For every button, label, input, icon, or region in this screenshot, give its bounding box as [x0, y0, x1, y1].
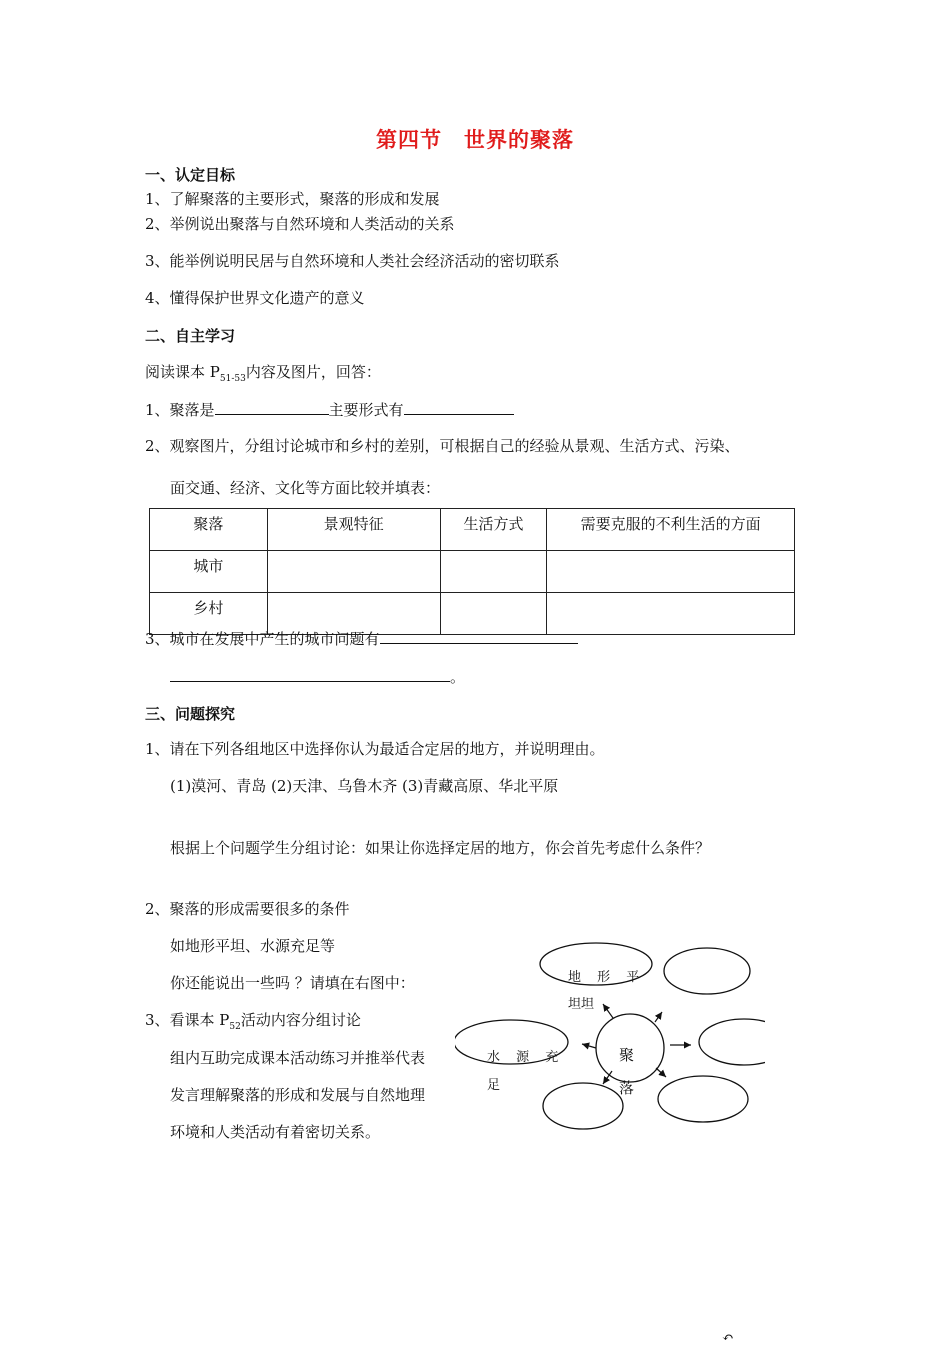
- settlement-center-label: 聚: [619, 1046, 641, 1064]
- table-header-cell: 生活方式: [440, 509, 547, 551]
- terrain-label: 地 形 平: [568, 970, 646, 985]
- answer-blank[interactable]: [404, 398, 514, 415]
- inquiry-question-3-text: 环境和人类活动有着密切关系。: [170, 1123, 381, 1141]
- corner-mark: ↶: [722, 1330, 734, 1346]
- empty-bubble-bottom-left[interactable]: [543, 1083, 623, 1129]
- arrow-to-top-right: [655, 1012, 662, 1022]
- inquiry-question-2: 2、聚落的形成需要很多的条件: [145, 900, 350, 918]
- question-2-line2: 面交通、经济、文化等方面比较并填表：: [170, 479, 441, 497]
- settlement-factor-diagram: [455, 938, 765, 1138]
- question-1: 1、聚落是 主要形式有: [145, 398, 514, 420]
- question-2-line1: 2、观察图片，分组讨论城市和乡村的差别，可根据自己的经验从景观、生活方式、污染、: [145, 437, 740, 455]
- water-label-continued: 足: [487, 1078, 507, 1093]
- question-3-continued: 。: [170, 665, 465, 687]
- table-cell: 乡村: [150, 593, 268, 635]
- answer-blank[interactable]: [215, 398, 329, 415]
- goal-item: 2、举例说出聚落与自然环境和人类活动的关系: [145, 215, 455, 233]
- inquiry-question-3-text: 发言理解聚落的形成和发展与自然地理: [170, 1086, 426, 1104]
- settlement-center-label: 落: [619, 1079, 641, 1097]
- inquiry-question-2-text: 你还能说出一些吗 ？请填在右图中：: [170, 974, 415, 992]
- table-cell[interactable]: [267, 551, 440, 593]
- comparison-table: [149, 508, 795, 635]
- arrow-to-bottom-right: [656, 1068, 666, 1077]
- table-header-cell: 景观特征: [267, 509, 440, 551]
- table-row: [150, 551, 795, 593]
- arrow-to-water: [582, 1044, 596, 1048]
- water-label: 水 源 充: [487, 1050, 565, 1065]
- answer-blank[interactable]: [380, 627, 578, 644]
- answer-blank[interactable]: [170, 665, 450, 682]
- inquiry-question-1: 1、请在下列各组地区中选择你认为最适合定居的地方，并说明理由。: [145, 740, 605, 758]
- reading-intro: 阅读课本 $P_{51-53}$内容及图片，回答：: [145, 363, 381, 384]
- table-cell[interactable]: [547, 593, 795, 635]
- inquiry-question-3-text: 组内互助完成课本活动练习并推举代表: [170, 1049, 426, 1067]
- section3-heading: 三、问题探究: [145, 705, 236, 723]
- goal-item: 1、了解聚落的主要形式，聚落的形成和发展: [145, 190, 440, 208]
- goal-item: 4、懂得保护世界文化遗产的意义: [145, 289, 365, 307]
- inquiry-question-2-text: 如地形平坦、水源充足等: [170, 937, 336, 955]
- inquiry-options: (1)漠河、青岛 (2)天津、乌鲁木齐 (3)青藏高原、华北平原: [170, 777, 559, 795]
- section1-heading: 一、认定目标: [145, 166, 236, 184]
- inquiry-question-3: 3、看课本 $P_{52}$活动内容分组讨论: [145, 1011, 361, 1032]
- table-header-cell: 需要克服的不利生活的方面: [547, 509, 795, 551]
- arrow-to-terrain: [603, 1004, 613, 1018]
- table-header-row: [150, 509, 795, 551]
- table-cell[interactable]: [547, 551, 795, 593]
- empty-bubble-right[interactable]: [699, 1019, 765, 1065]
- empty-bubble-top-right[interactable]: [664, 948, 750, 994]
- goal-item: 3、能举例说明民居与自然环境和人类社会经济活动的密切联系: [145, 252, 560, 270]
- empty-bubble-bottom-right[interactable]: [658, 1076, 748, 1122]
- discussion-prompt: 根据上个问题学生分组讨论：如果让你选择定居的地方，你会首先考虑什么条件？: [170, 839, 711, 857]
- section2-heading: 二、自主学习: [145, 327, 236, 345]
- table-cell: 城市: [150, 551, 268, 593]
- table-cell[interactable]: [440, 551, 547, 593]
- table-header-cell: 聚落: [150, 509, 268, 551]
- terrain-label-continued: 坦坦: [568, 997, 595, 1012]
- page-title: 第四节 世界的聚落: [376, 127, 574, 152]
- question-3: 3、城市在发展中产生的城市问题有: [145, 627, 578, 649]
